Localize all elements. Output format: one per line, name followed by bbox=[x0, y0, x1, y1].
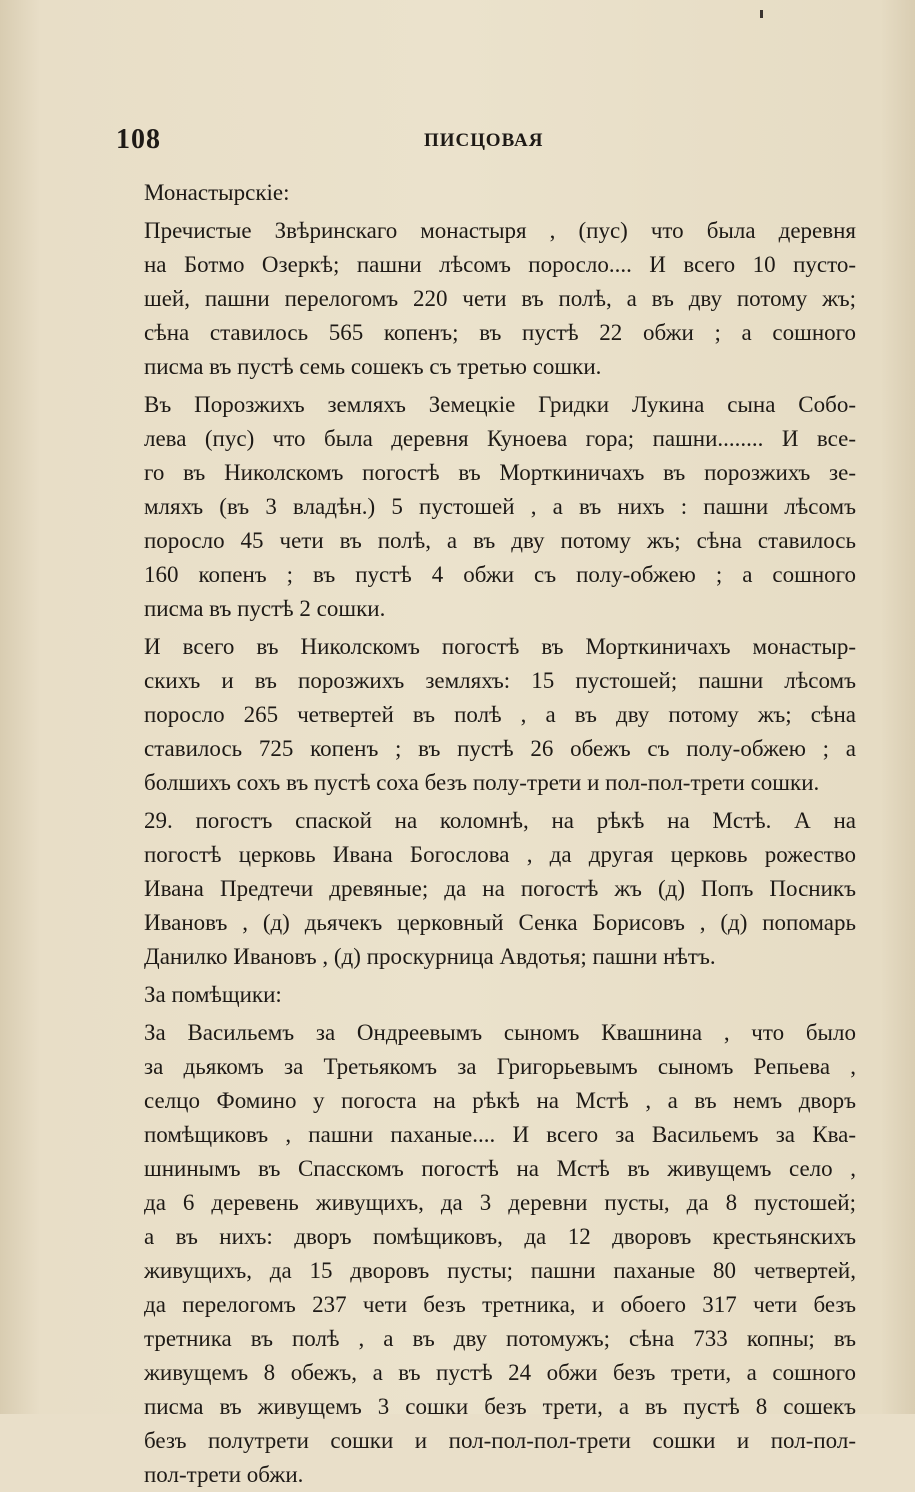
text-line: а въ нихъ: дворъ помѣщиковъ, да 12 дворовъ крестьянскихъ bbox=[144, 1224, 856, 1249]
text-line: писма въ пустѣ семь сошекъ съ третью сошки. bbox=[144, 354, 602, 379]
running-title: ПИСЦОВАЯ bbox=[424, 130, 544, 151]
paragraph bbox=[144, 214, 856, 384]
text-line: Въ Порозжихъ земляхъ Земецкіе Гридки Лукина сына Собо- bbox=[144, 392, 856, 417]
text-line: Ивана Предтечи древяные; да на погостѣ жъ (д) Попъ Посникъ bbox=[144, 876, 856, 901]
text-line: го въ Николскомъ погостѣ въ Морткиничахъ въ порозжихъ зе- bbox=[144, 460, 856, 485]
text-line: поросло 45 чети въ полѣ, а въ дву потому жъ; сѣна ставилось bbox=[144, 528, 856, 553]
paragraph bbox=[144, 630, 856, 800]
text-line: мляхъ (въ 3 владѣн.) 5 пустошей , а въ нихъ : пашни лѣсомъ bbox=[144, 494, 856, 519]
text-line: шей, пашни перелогомъ 220 чети въ полѣ, а въ дву потому жъ; bbox=[144, 286, 856, 311]
text-line: За помѣщики: bbox=[144, 982, 282, 1007]
text-line: живущихъ, да 15 дворовъ пусты; пашни паханые 80 четвертей, bbox=[144, 1258, 856, 1283]
paragraph bbox=[144, 176, 856, 210]
paragraph bbox=[144, 804, 856, 974]
text-line: шнинымъ въ Спасскомъ погостѣ на Мстѣ въ живущемъ село , bbox=[144, 1156, 856, 1181]
page-number: 108 bbox=[116, 124, 161, 155]
text-line: безъ полутрети сошки и пол-пол-пол-трети сошки и пол-пол- bbox=[144, 1428, 856, 1453]
text-line: И всего въ Николскомъ погостѣ въ Морткиничахъ монастыр- bbox=[144, 634, 856, 659]
ink-speck bbox=[760, 10, 763, 18]
text-line: лева (пус) что была деревня Куноева гора; пашни........ И все- bbox=[144, 426, 856, 451]
text-line: ставилось 725 копенъ ; въ пустѣ 26 обежъ съ полу-обжею ; а bbox=[144, 736, 856, 761]
paragraph bbox=[144, 978, 856, 1012]
text-line: третника въ полѣ , а въ дву потомужъ; сѣна 733 копны; въ bbox=[144, 1326, 856, 1351]
text-line: живущемъ 8 обежъ, а въ пустѣ 24 обжи безъ трети, а сошного bbox=[144, 1360, 856, 1385]
text-line: селцо Фомино у погоста на рѣкѣ на Мстѣ , а въ немъ дворъ bbox=[144, 1088, 856, 1113]
text-line: да перелогомъ 237 чети безъ третника, и обоего 317 чети безъ bbox=[144, 1292, 856, 1317]
text-line: помѣщиковъ , пашни паханые.... И всего за Васильемъ за Ква- bbox=[144, 1122, 856, 1147]
text-line: Данилко Ивановъ , (д) проскурница Авдотья; пашни нѣтъ. bbox=[144, 944, 716, 969]
text-line: Ивановъ , (д) дьячекъ церковный Сенка Борисовъ , (д) попомарь bbox=[144, 910, 856, 935]
text-line: болшихъ сохъ въ пустѣ соха безъ полу-трети и пол-пол-трети сошки. bbox=[144, 770, 820, 795]
document-body bbox=[144, 176, 856, 1492]
text-line: писма въ пустѣ 2 сошки. bbox=[144, 596, 386, 621]
text-line: За Васильемъ за Ондреевымъ сыномъ Квашнина , что было bbox=[144, 1020, 856, 1045]
page-header bbox=[116, 124, 856, 164]
text-line: Монастырскіе: bbox=[144, 180, 290, 205]
paragraph bbox=[144, 1016, 856, 1492]
text-line: сѣна ставилось 565 копенъ; въ пустѣ 22 обжи ; а сошного bbox=[144, 320, 856, 345]
text-line: на Ботмо Озеркѣ; пашни лѣсомъ поросло.... И всего 10 пусто- bbox=[144, 252, 856, 277]
text-line: 160 копенъ ; въ пустѣ 4 обжи съ полу-обжею ; а сошного bbox=[144, 562, 856, 587]
text-line: Пречистые Звѣринскаго монастыря , (пус) что была деревня bbox=[144, 218, 856, 243]
text-line: скихъ и въ порозжихъ земляхъ: 15 пустошей; пашни лѣсомъ bbox=[144, 668, 856, 693]
text-line: за дьякомъ за Третьякомъ за Григорьевымъ сыномъ Репьева , bbox=[144, 1054, 856, 1079]
text-line: поросло 265 четвертей въ полѣ , а въ дву потому жъ; сѣна bbox=[144, 702, 856, 727]
text-line: писма въ живущемъ 3 сошки безъ трети, а въ пустѣ 8 сошекъ bbox=[144, 1394, 856, 1419]
text-line: пол-трети обжи. bbox=[144, 1462, 304, 1487]
text-line: да 6 деревень живущихъ, да 3 деревни пусты, да 8 пустошей; bbox=[144, 1190, 856, 1215]
paragraph bbox=[144, 388, 856, 626]
text-line: погостѣ церковь Ивана Богослова , да другая церковь рожество bbox=[144, 842, 856, 867]
text-line: 29. погостъ спаской на коломнѣ, на рѣкѣ на Мстѣ. А на bbox=[144, 808, 856, 833]
